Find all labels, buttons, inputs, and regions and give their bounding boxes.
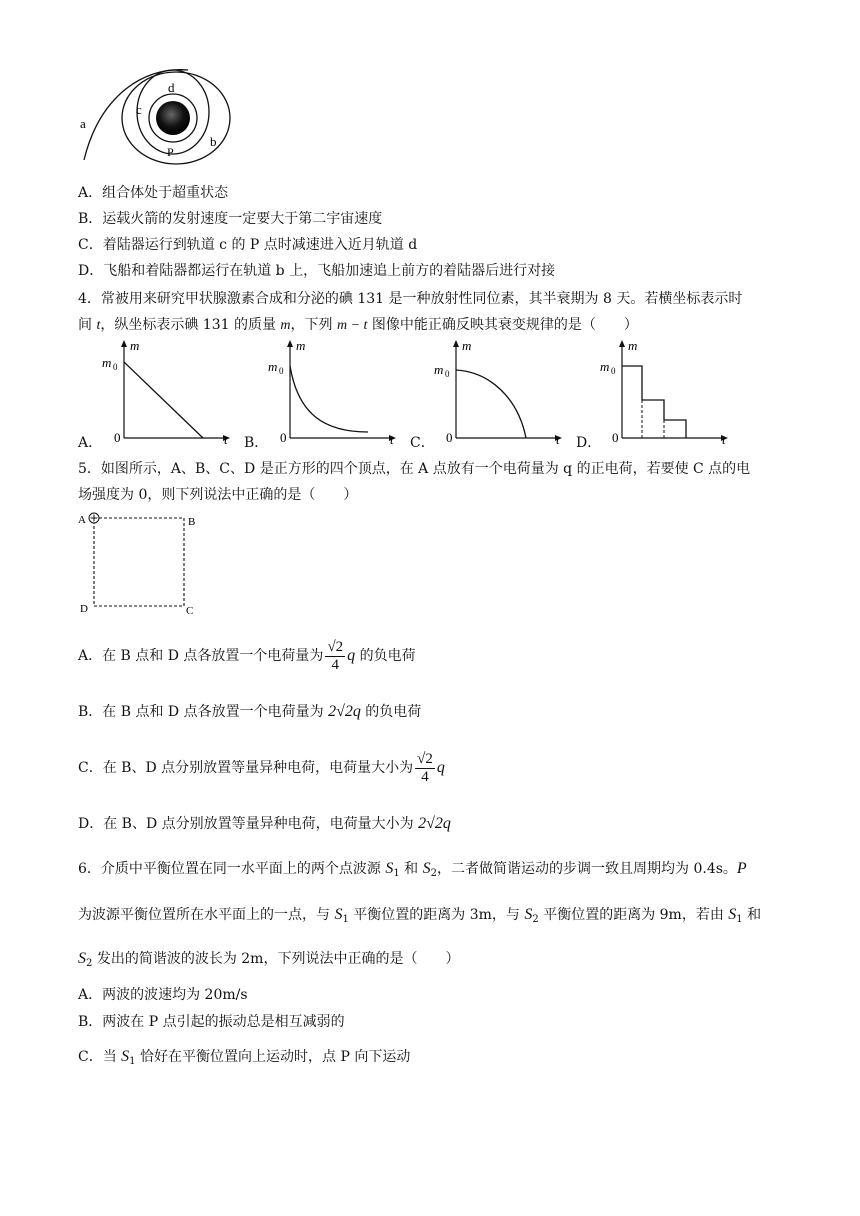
svg-text:0: 0	[113, 362, 118, 372]
q5-stem-line1: 5．如图所示，A、B、C、D 是正方形的四个顶点，在 A 点放有一个电荷量为 q 的正电荷，若要使 C 点的电	[78, 461, 751, 477]
label-d: d	[168, 80, 175, 95]
svg-text:0: 0	[445, 369, 450, 379]
svg-text:B: B	[188, 516, 196, 528]
q5-option-d: D．在 B、D 点分别放置等量异种电荷，电荷量大小为 2√2q	[78, 815, 451, 832]
moon	[156, 101, 190, 135]
svg-text:A: A	[78, 514, 86, 526]
svg-text:m: m	[296, 338, 306, 353]
q6-option-b: B．两波在 P 点引起的振动总是相互减弱的	[78, 1014, 345, 1030]
svg-text:0: 0	[611, 366, 616, 376]
svg-text:m: m	[268, 359, 278, 374]
q4-graph-c: C． m m 0 0 t	[410, 336, 570, 448]
q3-option-c: C．着陆器运行到轨道 c 的 P 点时减速进入近月轨道 d	[78, 237, 418, 253]
q6-stem-line1: 6．介质中平衡位置在同一水平面上的两个点波源 $S_1$ 和 $S_2$，二者做简谐运动的步调一致且周期均为 0.4s。P	[78, 860, 747, 879]
svg-text:m: m	[628, 338, 638, 353]
svg-text:0: 0	[279, 366, 284, 376]
square-diagram	[76, 508, 206, 618]
q3-option-a: A．组合体处于超重状态	[78, 185, 229, 201]
svg-text:t: t	[224, 432, 228, 447]
q4-stem-line1: 4．常被用来研究甲状腺激素合成和分泌的碘 131 是一种放射性同位素，其半衰期为 8 天。若横坐标表示时	[78, 291, 743, 307]
q3-option-d: D．飞船和着陆器都运行在轨道 b 上，飞船加速追上前方的着陆器后进行对接	[78, 263, 556, 279]
svg-text:0: 0	[114, 430, 121, 445]
svg-text:m: m	[462, 338, 472, 353]
svg-text:t: t	[390, 432, 394, 447]
svg-text:0: 0	[612, 430, 619, 445]
svg-text:m: m	[130, 338, 140, 353]
label-a: a	[80, 116, 86, 131]
svg-text:t: t	[722, 432, 726, 447]
q4-graph-a: A． m m 0 0 t	[78, 336, 238, 448]
q4-graph-b: B． m m 0 0 t	[244, 336, 404, 448]
svg-text:0: 0	[446, 430, 453, 445]
q5-option-c: C．在 B、D 点分别放置等量异种电荷，电荷量大小为 $\frac{√2}{4}$ q	[78, 750, 445, 785]
label-c: c	[136, 102, 142, 117]
q6-option-a: A．两波的波速均为 20m/s	[78, 987, 248, 1003]
svg-text:C: C	[186, 605, 194, 617]
orbit-diagram	[78, 62, 238, 166]
label-b: b	[210, 134, 217, 149]
q6-stem-line3: $S_2$ 发出的简谐波的波长为 2m，下列说法中正确的是（ ）	[78, 950, 460, 969]
q3-option-b: B．运载火箭的发射速度一定要大于第二宇宙速度	[78, 211, 383, 227]
q6-stem-line2: 为波源平衡位置所在水平面上的一点，与 $S_1$ 平衡位置的距离为 3m，与 $S_2$ 平衡位置的距离为 9m，若由 $S_1$ 和	[78, 906, 762, 925]
q6-option-c: C．当 $S_1$ 恰好在平衡位置向上运动时，点 P 向下运动	[78, 1048, 411, 1067]
q4-graph-d: D． m m 0 0 t	[576, 336, 736, 448]
q5-stem-line2: 场强度为 0，则下列说法中正确的是（ ）	[78, 487, 358, 503]
q5-option-a: A．在 B 点和 D 点各放置一个电荷量为 $\frac{√2}{4}$ q 的负电荷	[78, 638, 416, 673]
svg-text:0: 0	[280, 430, 287, 445]
svg-text:D: D	[80, 603, 88, 615]
svg-text:t: t	[556, 432, 560, 447]
svg-text:m: m	[434, 362, 444, 377]
svg-text:m: m	[600, 359, 610, 374]
svg-text:m: m	[102, 355, 112, 370]
label-P: P	[167, 145, 174, 159]
q5-option-b: B．在 B 点和 D 点各放置一个电荷量为 2√2q 的负电荷	[78, 703, 422, 720]
q4-stem-line2: 间 t，纵坐标表示碘 131 的质量 m，下列 m − t 图像中能正确反映其衰变规律的是（ ）	[78, 317, 638, 333]
